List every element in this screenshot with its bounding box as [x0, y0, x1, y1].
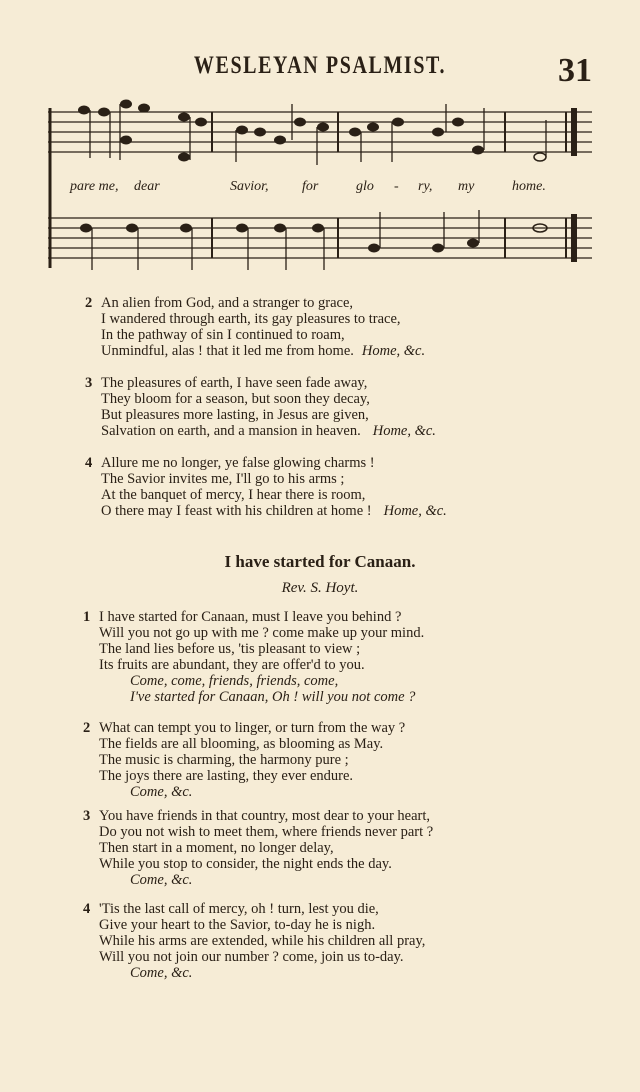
verse: [85, 455, 447, 520]
upper-staff: [48, 112, 592, 152]
verse-line: What can tempt you to linger, or turn from the way ?: [99, 720, 406, 736]
note-head: [317, 123, 329, 132]
verse-line: You have friends in that country, most dear to your heart,: [99, 808, 431, 824]
verse-line: Salvation on earth, and a mansion in heaven.: [101, 422, 361, 439]
verse-number: 1: [83, 609, 91, 625]
refrain-cue: Home, &c.: [361, 342, 426, 359]
note-head: [367, 123, 379, 132]
verse: [83, 808, 434, 889]
note-head: [349, 128, 361, 137]
verse: [83, 901, 426, 982]
verse-line: I wandered through earth, its gay pleasures to trace,: [101, 310, 401, 327]
chorus-cue: Come, &c.: [130, 964, 193, 981]
note-head: [178, 153, 190, 162]
verse-number: 3: [83, 808, 91, 824]
verse-line: Will you not go up with me ? come make up your mind.: [99, 624, 425, 641]
upper-stems: [90, 104, 546, 165]
verse-line: In the pathway of sin I continued to roam,: [101, 326, 345, 343]
verse-line: While his arms are extended, while his children all pray,: [99, 932, 426, 949]
hymn-author: Rev. S. Hoyt.: [281, 580, 359, 596]
verse: [83, 609, 425, 705]
note-head: [126, 224, 138, 233]
verse: [85, 375, 436, 440]
note-head: [120, 100, 132, 109]
lyric-syllable: dear: [134, 179, 160, 194]
hymn-title: I have started for Canaan.: [224, 552, 416, 571]
note-head: [80, 224, 92, 233]
lyric-syllable: ry,: [418, 179, 433, 194]
chorus-cue: Come, &c.: [130, 783, 193, 800]
verse-line: The joys there are lasting, they ever endure.: [99, 767, 354, 784]
note-head: [452, 118, 464, 127]
verse-line: 'Tis the last call of mercy, oh ! turn, lest you die,: [99, 901, 379, 917]
note-head: [472, 146, 484, 155]
chorus-line: I've started for Canaan, Oh ! will you not come ?: [130, 688, 416, 705]
note-head: [274, 136, 286, 145]
note-head: [180, 224, 192, 233]
chorus-cue: Come, &c.: [130, 871, 193, 888]
lyric-syllable: for: [302, 179, 319, 194]
note-head: [467, 239, 479, 248]
note-head: [432, 128, 444, 137]
verse-line: I have started for Canaan, must I leave you behind ?: [99, 609, 402, 625]
lyric-syllable: Savior,: [230, 179, 269, 194]
verse-number: 4: [85, 455, 93, 471]
lower-stems: [92, 210, 479, 270]
note-head: [138, 104, 150, 113]
verse-line: Will you not join our number ? come, join us to-day.: [99, 948, 404, 965]
verse-number: 4: [83, 901, 91, 917]
lyric-syllable: home.: [512, 179, 546, 194]
note-head: [312, 224, 324, 233]
verse-line: Give your heart to the Savior, to-day he is nigh.: [99, 916, 376, 933]
note-head: [236, 126, 248, 135]
verse-line: The Savior invites me, I'll go to his arms ;: [101, 470, 345, 487]
note-head: [78, 106, 90, 115]
verse-line: At the banquet of mercy, I hear there is room,: [101, 486, 366, 503]
verse-line: The fields are all blooming, as blooming as May.: [99, 735, 384, 752]
verse-line: While you stop to consider, the night ends the day.: [99, 855, 392, 872]
running-header: WESLEYAN PSALMIST.: [193, 52, 447, 79]
verse-line: The land lies before us, 'tis pleasant to view ;: [99, 640, 361, 657]
verse-line: Do you not wish to meet them, where friends never part ?: [99, 823, 434, 840]
verse-number: 3: [85, 375, 93, 391]
refrain-cue: Home, &c.: [372, 422, 436, 439]
note-head: [178, 113, 190, 122]
lyric-syllable: pare me,: [70, 179, 119, 194]
note-head: [392, 118, 404, 127]
verse-line: Allure me no longer, ye false glowing charms !: [101, 455, 375, 471]
verse-line: O there may I feast with his children at home !: [101, 502, 372, 519]
verse-number: 2: [85, 295, 93, 311]
music-staves: [0, 0, 640, 290]
note-head: [120, 136, 132, 145]
note-head: [274, 224, 286, 233]
note-head: [254, 128, 266, 137]
lyric-syllable: my: [458, 179, 475, 194]
verse-line: An alien from God, and a stranger to grace,: [101, 295, 354, 311]
page-number: 31: [558, 52, 592, 89]
verse: [83, 720, 406, 801]
verse-line: Unmindful, alas ! that it led me from home.: [101, 342, 354, 359]
note-head: [432, 244, 444, 253]
verse-line: But pleasures more lasting, in Jesus are given,: [101, 406, 369, 423]
chorus-line: Come, come, friends, friends, come,: [130, 672, 339, 689]
verse-line: The music is charming, the harmony pure ;: [99, 751, 349, 768]
verse-line: Then start in a moment, no longer delay,: [99, 839, 334, 856]
note-head: [98, 108, 110, 117]
lyric-syllable: -: [394, 179, 399, 194]
verse: [85, 295, 426, 360]
note-head: [534, 153, 546, 161]
note-head: [195, 118, 207, 127]
lyric-syllable: glo: [356, 179, 374, 194]
verse-line: They bloom for a season, but soon they decay,: [101, 390, 370, 407]
note-head: [236, 224, 248, 233]
verse-number: 2: [83, 720, 91, 736]
verse-line: Its fruits are abundant, they are offer'd to you.: [99, 656, 365, 673]
refrain-cue: Home, &c.: [383, 502, 447, 519]
note-head: [294, 118, 306, 127]
note-head: [368, 244, 380, 253]
verse-line: The pleasures of earth, I have seen fade away,: [101, 375, 368, 391]
